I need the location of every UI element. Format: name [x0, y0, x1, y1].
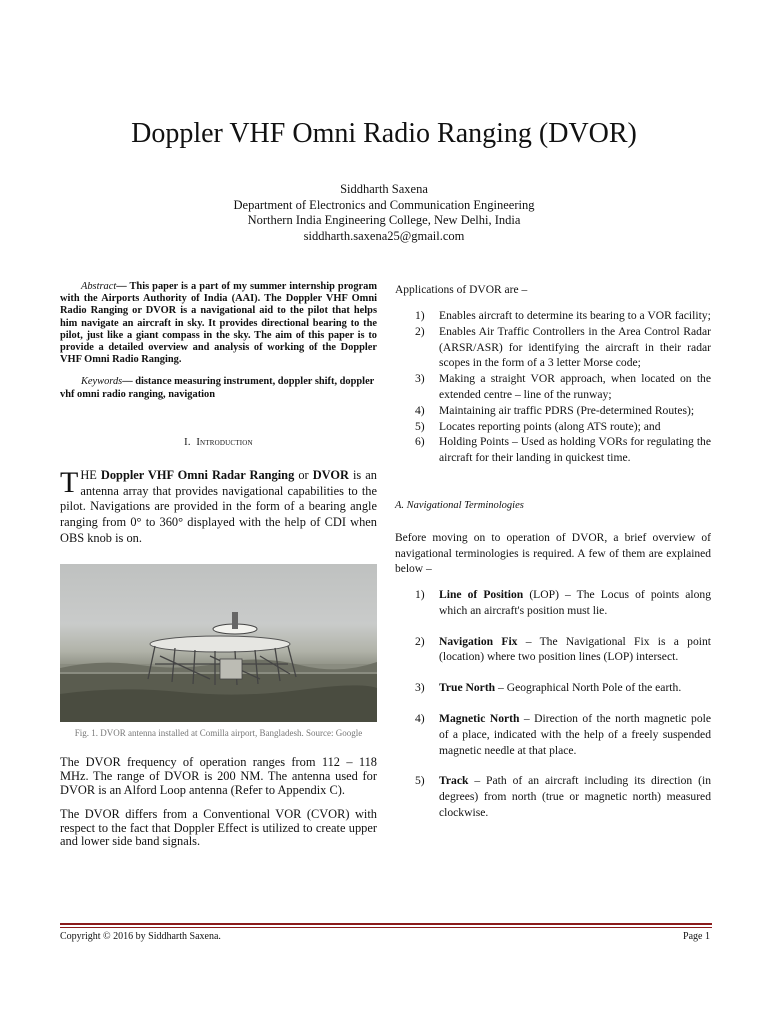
author-email: siddharth.saxena25@gmail.com: [303, 228, 465, 243]
intro-term-dvor: DVOR: [312, 467, 349, 482]
list-item: [395, 434, 711, 466]
term-name: Magnetic North: [439, 712, 520, 726]
term-name: Navigation Fix: [439, 634, 518, 648]
list-item-text: Enables Air Traffic Controllers in the Area Control Radar (ARSR/ASR) for identifying the aircraft in their radar scopes in the form of a 3 letter Morse code;: [439, 324, 711, 370]
section-numeral: I.: [184, 436, 191, 448]
list-item-text: Holding Points – Used as holding VORs for regulating the aircraft for their landing in quickest time.: [439, 435, 711, 465]
keywords-label: Keywords: [81, 376, 123, 388]
list-number: 4): [415, 403, 425, 417]
term-definition: – Direction of the north magnetic pole of a place, indicated with the help of a freely suspended magnetic needle at that place.: [439, 712, 711, 757]
list-number: 3): [415, 681, 425, 695]
term-definition: – Path of an aircraft including its direction (in degrees) from north (true or magnetic north) measured clockwise.: [439, 774, 711, 820]
intro-or: or: [294, 467, 313, 482]
list-item: [395, 587, 711, 619]
footer-divider: [60, 927, 712, 928]
term-definition: (LOP) – The Locus of points along which an aircraft's position must lie.: [439, 588, 711, 617]
author-name: Siddharth Saxena: [340, 182, 428, 196]
list-item-text: Enables aircraft to determine its bearing to a VOR facility;: [439, 309, 711, 322]
body-paragraph: The DVOR frequency of operation ranges from 112 – 118 MHz. The range of DVOR is 200 NM. The antenna used for DVOR is an Alford Loop antenna (Refer to Appendix C).: [60, 755, 377, 797]
list-item: [395, 773, 711, 820]
list-item: [395, 680, 711, 696]
footer-page-number: Page 1: [683, 931, 710, 942]
intro-term-dvor-full: Doppler VHF Omni Radar Ranging: [100, 467, 295, 482]
abstract-dash: —: [116, 281, 130, 292]
term-definition: – The Navigational Fix is a point (location) where two position lines (LOP) intersect.: [439, 634, 712, 664]
list-number: 6): [415, 435, 425, 449]
section-title: Introduction: [196, 436, 253, 448]
section-heading-introduction: [60, 437, 377, 448]
intro-text: is an antenna array that provides navigational capabilities to the pilot. Navigations are provided in the form of a bearing angle ranging from 0° to 360° displayed with the help of CDI when OBS knob is on.: [60, 467, 377, 545]
footer-copyright: Copyright © 2016 by Siddharth Saxena.: [60, 931, 221, 942]
list-number: 5): [415, 774, 425, 788]
list-number: 4): [415, 712, 425, 726]
right-column: [395, 284, 711, 836]
list-number: 1): [415, 309, 425, 322]
abstract: [60, 281, 377, 366]
term-name: Track: [439, 774, 469, 788]
list-item: [395, 403, 711, 419]
list-item: [395, 711, 711, 758]
list-number: 2): [415, 634, 425, 648]
author-department: Department of Electronics and Communication Engineering: [233, 197, 535, 212]
term-definition: – Geographical North Pole of the earth.: [495, 681, 682, 695]
drop-cap: T: [60, 465, 79, 499]
list-number: 1): [415, 588, 425, 602]
list-item: [395, 371, 711, 403]
list-number: 5): [415, 419, 425, 433]
applications-intro: Applications of DVOR are –: [395, 284, 528, 296]
abstract-label: Abstract: [81, 281, 117, 292]
list-item-text: Making a straight VOR approach, when located on the extended centre – line of the runway;: [439, 372, 711, 401]
list-item: [395, 634, 711, 666]
applications-list: [395, 308, 711, 466]
author-block: [0, 182, 768, 244]
list-item-text: Maintaining air traffic PDRS (Pre-determined Routes);: [439, 403, 695, 417]
body-paragraph: The DVOR differs from a Conventional VOR (CVOR) with respect to the fact that Doppler Effect is utilized to create upper and lower side band signals.: [60, 806, 377, 849]
terminologies-intro: Before moving on to operation of DVOR, a brief overview of navigational terminologies is required. A few of them are explained below –: [395, 531, 711, 576]
list-number: 3): [415, 372, 425, 386]
keywords-text: distance measuring instrument, doppler shift, doppler vhf omni radio ranging, navigation: [60, 376, 375, 400]
subsection-heading: A. Navigational Terminologies: [395, 499, 524, 511]
dvor-antenna-illustration: [60, 564, 377, 722]
figure-caption: [60, 728, 377, 739]
left-column: [60, 281, 377, 849]
list-item: [395, 308, 711, 324]
figure-caption-text: DVOR antenna installed at Comilla airport, Bangladesh. Source: Google: [98, 728, 363, 739]
list-item: [395, 324, 711, 371]
dvor-antenna-photo: [60, 564, 377, 722]
figure-label: Fig. 1.: [74, 728, 99, 739]
list-item: [395, 419, 711, 435]
author-institution: Northern India Engineering College, New Delhi, India: [247, 213, 521, 227]
list-item-text: Locates reporting points (along ATS route); and: [439, 419, 661, 433]
abstract-text: This paper is a part of my summer internship program with the Airports Authority of India (AAI). The Doppler VHF Omni Radio Ranging or DVOR is a navigational aid to the pilot that helps him navigate an aircraft in sky. It provides directional bearing to the pilot, just like a giant compass in the sky. The aim of this paper is to provide a detailed overview and analysis of working of the Doppler VHF Omni Radio Ranging.: [60, 281, 377, 366]
terminologies-list: [395, 587, 711, 821]
list-number: 2): [415, 324, 425, 338]
paper-title: Doppler VHF Omni Radio Ranging (DVOR): [131, 118, 637, 149]
footer-divider: [60, 923, 712, 925]
intro-lead: HE: [80, 467, 101, 482]
keywords: [60, 376, 377, 400]
term-name: Line of Position: [439, 588, 524, 602]
keywords-dash: —: [122, 376, 136, 388]
introduction-paragraph: [60, 465, 377, 547]
term-name: True North: [439, 681, 496, 695]
